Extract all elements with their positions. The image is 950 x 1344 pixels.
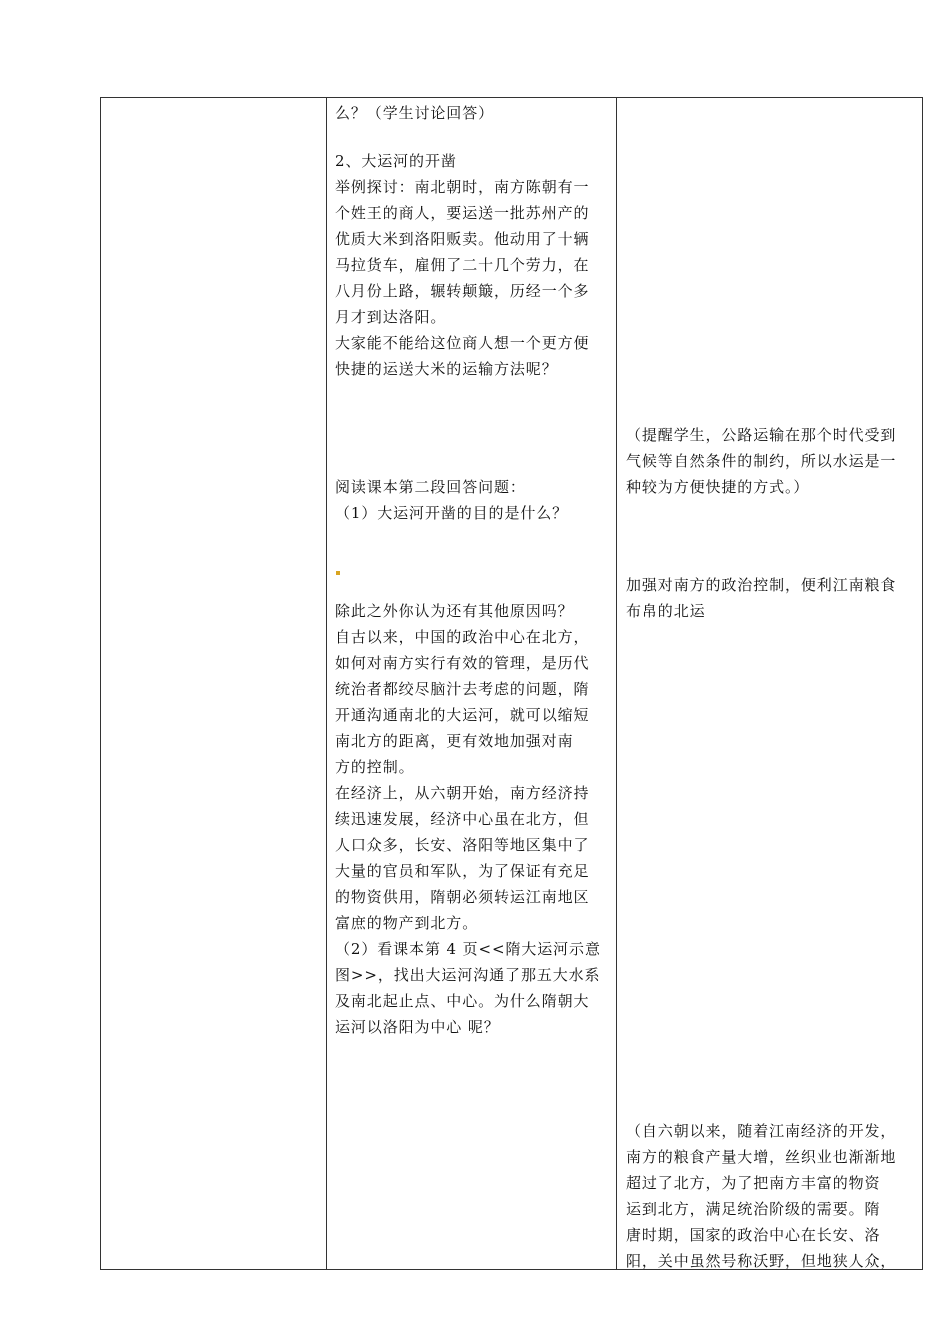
lesson-plan-table: [100, 97, 923, 1270]
reminder-paragraph: [626, 422, 896, 500]
text-line: 大家能不能给这位商人想一个更方便: [335, 334, 590, 352]
economic-paragraph: [335, 780, 589, 936]
reading-prompt: 阅读课本第二段回答问题：: [335, 478, 526, 496]
text-line: 快捷的运送大米的运输方法呢？: [335, 360, 558, 378]
text-line: 八月份上路，辗转颠簸，历经一个多: [335, 282, 590, 300]
purpose-answer: [626, 572, 896, 624]
other-reason-question: 除此之外你认为还有其他原因吗？: [335, 602, 574, 620]
question-1: （1）大运河开凿的目的是什么？: [335, 504, 569, 522]
text-line: （提醒学生，公路运输在那个时代受到: [626, 426, 897, 444]
text-line: （2）看课本第 4 页<<隋大运河示意: [335, 940, 601, 958]
section-title: 2、大运河的开凿: [335, 152, 457, 170]
table-row: [101, 98, 923, 1270]
text-line: 及南北起止点、中心。为什么隋朝大: [335, 992, 590, 1010]
text-line: 富庶的物产到北方。: [335, 914, 479, 932]
question-2-paragraph: [335, 936, 601, 1040]
right-column-cell: [617, 98, 923, 1270]
text-line: 方的控制。: [335, 758, 415, 776]
reason-answer: [626, 1118, 896, 1269]
text-line: 个姓王的商人，要运送一批苏州产的: [335, 204, 590, 222]
text-line: 唐时期，国家的政治中心在长安、洛: [626, 1226, 881, 1244]
question-paragraph: [335, 330, 589, 382]
text-line: 图>>，找出大运河沟通了那五大水系: [335, 966, 601, 984]
text-line: 开通沟通南北的大运河，就可以缩短: [335, 706, 590, 724]
text-line: 大量的官员和军队，为了保证有充足: [335, 862, 590, 880]
text-line: 超过了北方，为了把南方丰富的物资: [626, 1174, 881, 1192]
text-line: 统治者都绞尽脑汁去考虑的问题，隋: [335, 680, 590, 698]
text-line: 在经济上，从六朝开始，南方经济持: [335, 784, 590, 802]
example-paragraph: [335, 174, 589, 330]
text-line: 布帛的北运: [626, 602, 706, 620]
left-column-cell: [101, 98, 327, 1270]
text-line: 南北方的距离，更有效地加强对南: [335, 732, 574, 750]
text-line: 人口众多，长安、洛阳等地区集中了: [335, 836, 590, 854]
text-line: 运到北方，满足统治阶级的需要。隋: [626, 1200, 881, 1218]
text-line: 气候等自然条件的制约，所以水运是一: [626, 452, 897, 470]
text-line: 阳，关中虽然号称沃野，但地狭人众，: [626, 1252, 897, 1269]
text-line: 续迅速发展，经济中心虽在北方，但: [335, 810, 590, 828]
text-line: 月才到达洛阳。: [335, 308, 447, 326]
text-line: 举例探讨：南北朝时，南方陈朝有一: [335, 178, 590, 196]
middle-column-cell: [327, 98, 617, 1270]
text-line: 加强对南方的政治控制，便利江南粮食: [626, 576, 897, 594]
text-line: 运河以洛阳为中心 呢？: [335, 1018, 500, 1036]
text-line: 南方的粮食产量大增，丝织业也渐渐地: [626, 1148, 897, 1166]
text-line: 的物资供用，隋朝必须转运江南地区: [335, 888, 590, 906]
text-line: 马拉货车，雇佣了二十几个劳力，在: [335, 256, 590, 274]
text-line: （自六朝以来，随着江南经济的开发，: [626, 1122, 897, 1140]
margin-mark: [336, 571, 340, 575]
text-line: 优质大米到洛阳贩卖。他动用了十辆: [335, 230, 590, 248]
text-line: 如何对南方实行有效的管理，是历代: [335, 654, 590, 672]
political-paragraph: [335, 624, 589, 780]
text-line: 种较为方便快捷的方式。）: [626, 478, 810, 496]
discussion-line: 么？（学生讨论回答）: [335, 104, 495, 122]
text-line: 自古以来，中国的政治中心在北方，: [335, 628, 590, 646]
